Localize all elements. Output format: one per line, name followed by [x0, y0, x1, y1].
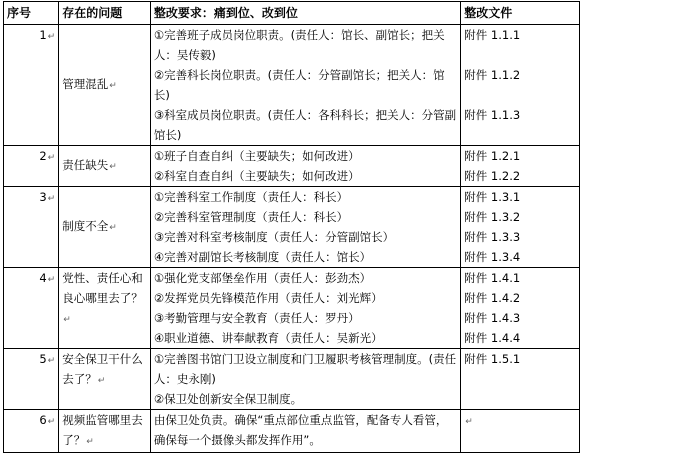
row-requirements: [150, 25, 460, 146]
row-no: 4↵: [4, 268, 59, 349]
row-no: 2↵: [4, 146, 59, 187]
file-item: 附件 1.2.2: [464, 169, 521, 183]
row-issue: 党性、责任心和良心哪里去了？↵: [59, 268, 151, 349]
row-requirements: [150, 187, 460, 268]
header-file: 整改文件: [461, 2, 580, 25]
requirement-item: ④完善对副馆长考核制度（责任人：馆长）: [153, 250, 372, 264]
row-issue: 责任缺失↵: [59, 146, 151, 187]
row-requirements: [150, 146, 460, 187]
file-item: 附件 1.4.4: [464, 331, 521, 345]
requirement-item: ①完善科室工作制度（责任人：科长）: [153, 190, 349, 204]
row-issue: 视频监管哪里去了？↵: [59, 410, 151, 453]
file-item: 附件 1.1.3: [464, 108, 521, 122]
rectification-table: [3, 1, 580, 453]
file-item: 附件 1.4.1: [464, 271, 521, 285]
requirement-item: ①完善图书馆门卫设立制度和门卫履职考核管理制度。(责任人：史永刚): [153, 352, 457, 386]
row-no: 1↵: [4, 25, 59, 146]
row-files: [461, 349, 580, 410]
header-no: 序号: [4, 2, 59, 25]
requirement-item: ②完善科长岗位职责。(责任人：分管副馆长；把关人：馆长): [153, 68, 445, 102]
table-row: [4, 146, 580, 187]
table-row: [4, 410, 580, 453]
file-item: 附件 1.1.1: [464, 28, 521, 42]
table-row: [4, 349, 580, 410]
requirement-item: 由保卫处负责。确保“重点部位重点监管，配备专人看管，确保每一个摄像头都发挥作用”。: [153, 413, 448, 447]
header-requirement: 整改要求：痛到位、改到位: [150, 2, 460, 25]
file-item: 附件 1.3.1: [464, 190, 521, 204]
requirement-item: ②保卫处创新安全保卫制度。: [153, 392, 303, 406]
header-row: [4, 2, 580, 25]
row-files: [461, 187, 580, 268]
row-files: [461, 25, 580, 146]
file-item: 附件 1.2.1: [464, 149, 521, 163]
header-issue: 存在的问题: [59, 2, 151, 25]
file-item: 附件 1.4.3: [464, 311, 521, 325]
row-requirements: [150, 410, 460, 453]
requirement-item: ④职业道德、讲奉献教育（责任人：吴新光）: [153, 331, 383, 345]
table-row: [4, 268, 580, 349]
file-item: 附件 1.4.2: [464, 291, 521, 305]
requirement-item: ②完善科室管理制度（责任人：科长）: [153, 210, 349, 224]
row-files: [461, 268, 580, 349]
requirement-item: ①完善班子成员岗位职责。(责任人：馆长、副馆长；把关人：吴传毅): [153, 28, 445, 62]
row-no: 3↵: [4, 187, 59, 268]
row-requirements: [150, 268, 460, 349]
requirement-item: ②发挥党员先锋模范作用（责任人：刘光辉）: [153, 291, 383, 305]
row-issue: 制度不全↵: [59, 187, 151, 268]
requirement-item: ③科室成员岗位职责。(责任人：各科科长；把关人：分管副馆长): [153, 108, 457, 142]
file-item: 附件 1.3.2: [464, 210, 521, 224]
row-no: 6↵: [4, 410, 59, 453]
requirement-item: ①强化党支部堡垒作用（责任人：彭劲杰）: [153, 271, 372, 285]
file-item: 附件 1.1.2: [464, 68, 521, 82]
requirement-item: ③考勤管理与安全教育（责任人：罗丹）: [153, 311, 360, 325]
table-row: [4, 25, 580, 146]
file-item: 附件 1.3.3: [464, 230, 521, 244]
file-item: 附件 1.5.1: [464, 352, 521, 366]
row-requirements: [150, 349, 460, 410]
table-row: [4, 187, 580, 268]
requirement-item: ③完善对科室考核制度（责任人：分管副馆长）: [153, 230, 395, 244]
row-no: 5↵: [4, 349, 59, 410]
row-files: ↵: [461, 410, 580, 453]
row-issue: 管理混乱↵: [59, 25, 151, 146]
requirement-item: ②科室自查自纠（主要缺失；如何改进）: [153, 169, 360, 183]
row-files: [461, 146, 580, 187]
requirement-item: ①班子自查自纠（主要缺失；如何改进）: [153, 149, 360, 163]
file-item: 附件 1.3.4: [464, 250, 521, 264]
row-issue: 安全保卫干什么去了？↵: [59, 349, 151, 410]
